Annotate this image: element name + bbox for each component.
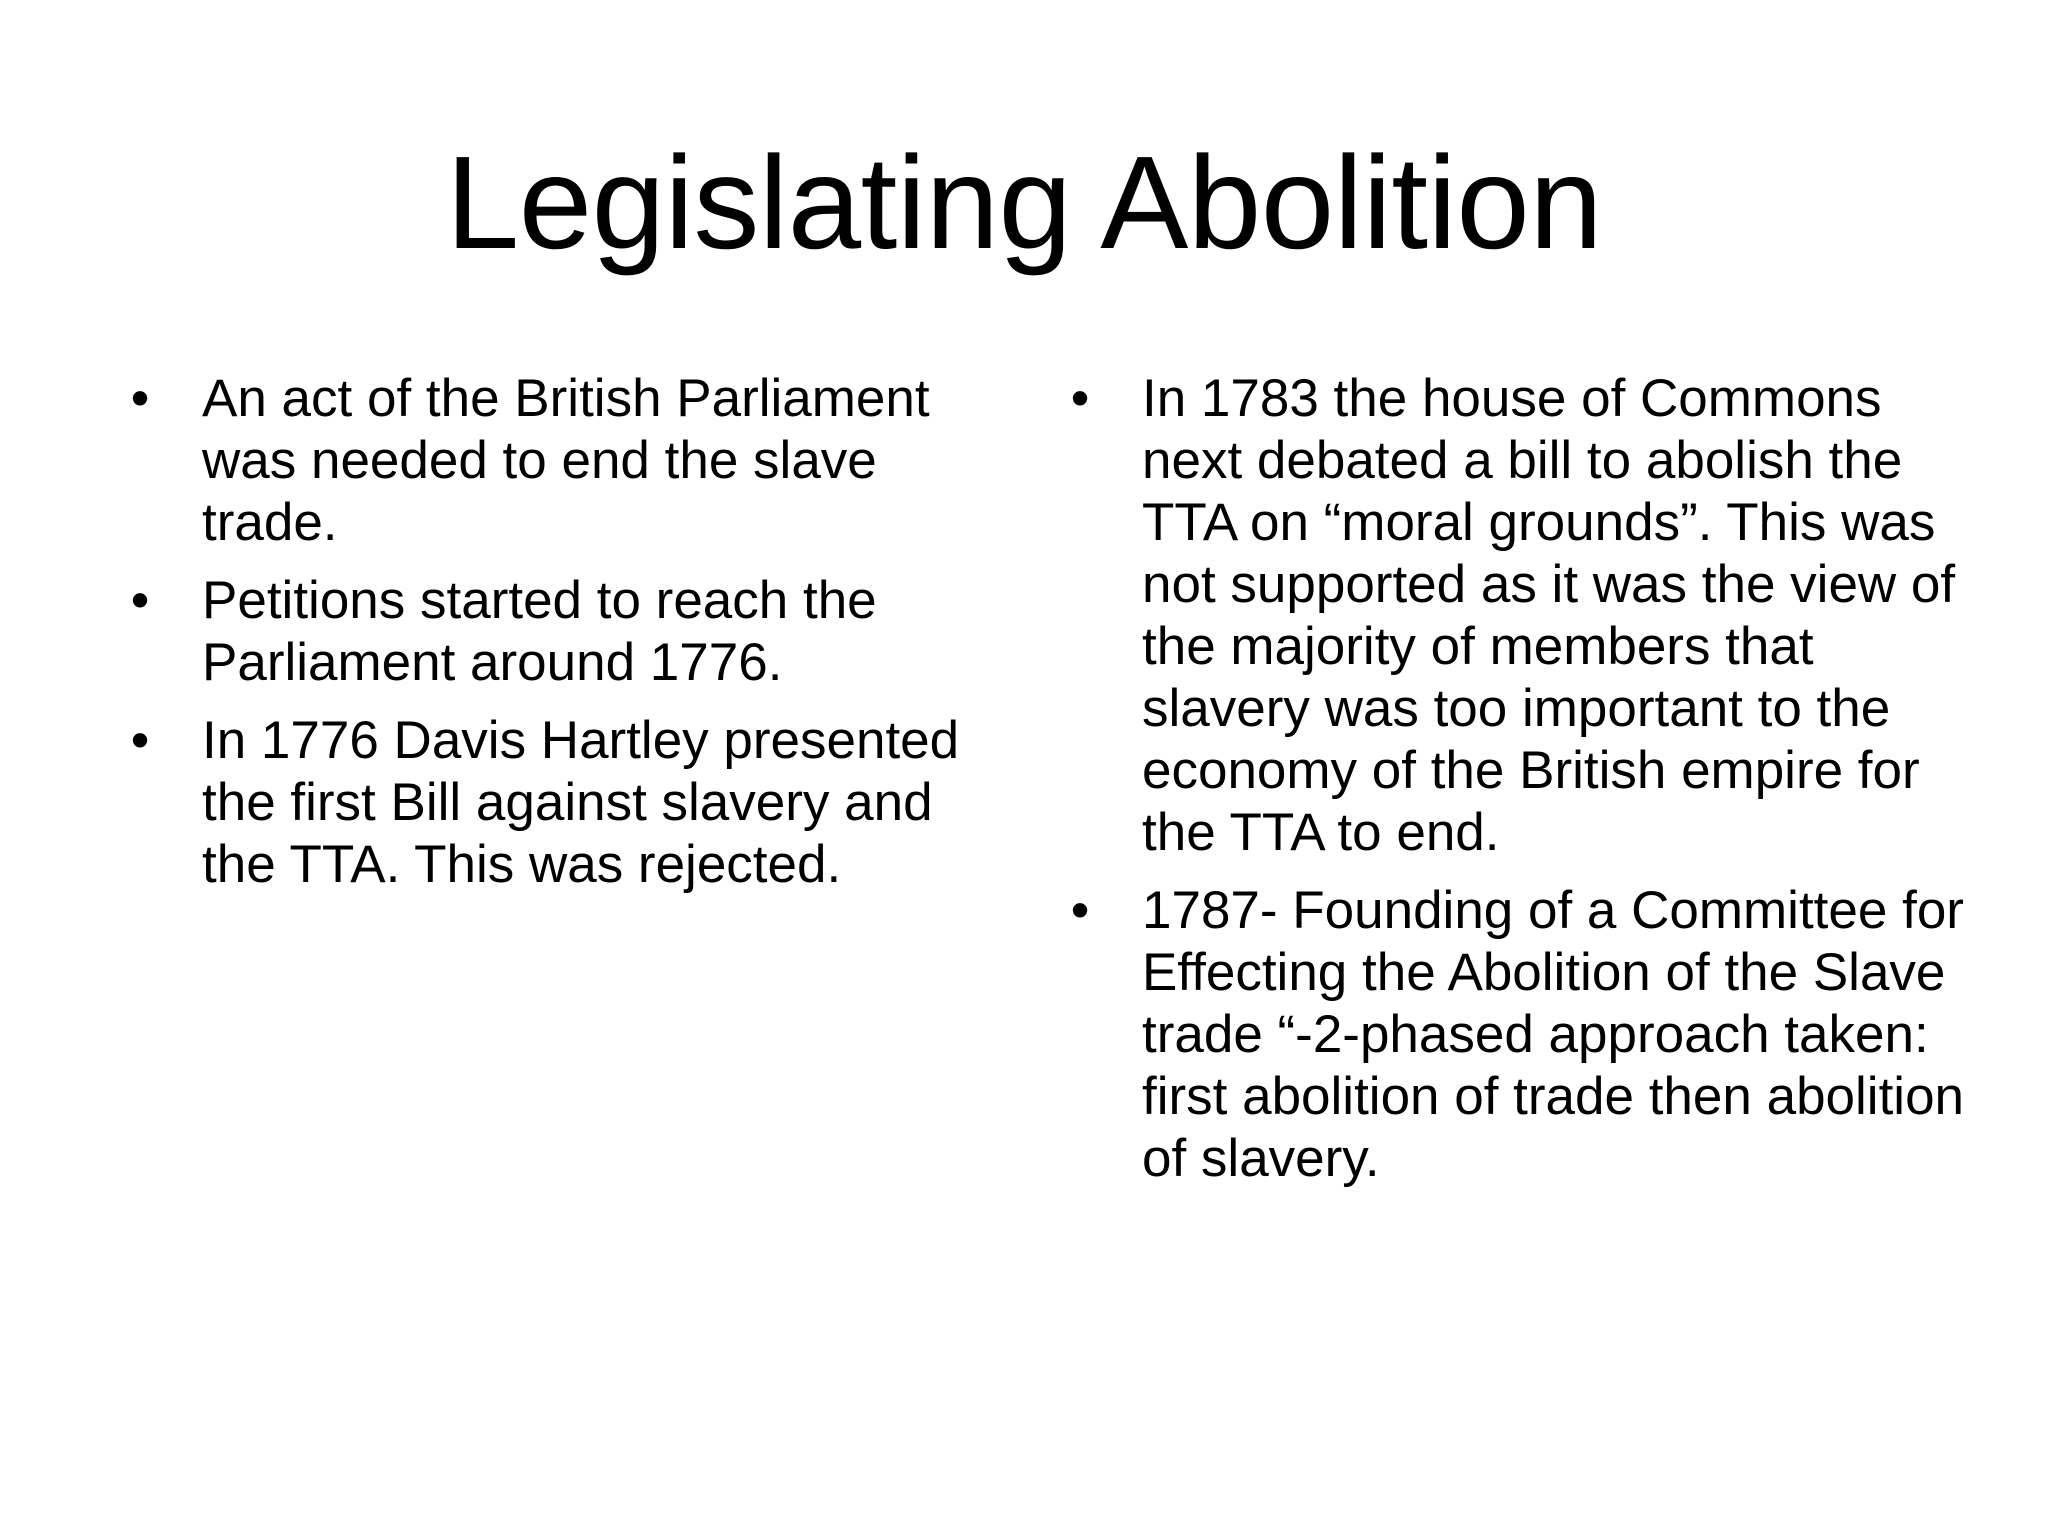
bullet-text: An act of the British Parliament was needed to end the slave trade. (202, 369, 930, 552)
bullet-icon: • (130, 571, 150, 630)
bullet-text: 1787- Founding of a Committee for Effecting the Abolition of the Slave trade “-2-phased approach taken: first abolition of trade then abolition of slavery. (1142, 881, 1965, 1188)
bullet-text: In 1783 the house of Commons next debated a bill to abolish the TTA on “moral grounds”. This was not supported as it was the view of the majority of members that slavery was too important to the economy of the British empire for the TTA to end. (1142, 369, 1956, 862)
right-bullet-list (1060, 368, 1980, 1206)
bullet-text: Petitions started to reach the Parliament around 1776. (202, 571, 877, 692)
bullet-item (1060, 368, 1980, 864)
bullet-icon: • (1070, 881, 1090, 940)
left-bullet-list (120, 368, 1020, 912)
bullet-item (1060, 880, 1980, 1190)
bullet-item (120, 710, 1020, 896)
bullet-icon: • (1070, 369, 1090, 428)
bullet-item (120, 368, 1020, 554)
bullet-item (120, 570, 1020, 694)
bullet-text: In 1776 Davis Hartley presented the first Bill against slavery and the TTA. This was rejected. (202, 711, 960, 894)
slide-title: Legislating Abolition (445, 129, 1603, 276)
bullet-icon: • (130, 369, 150, 428)
bullet-icon: • (130, 711, 150, 770)
